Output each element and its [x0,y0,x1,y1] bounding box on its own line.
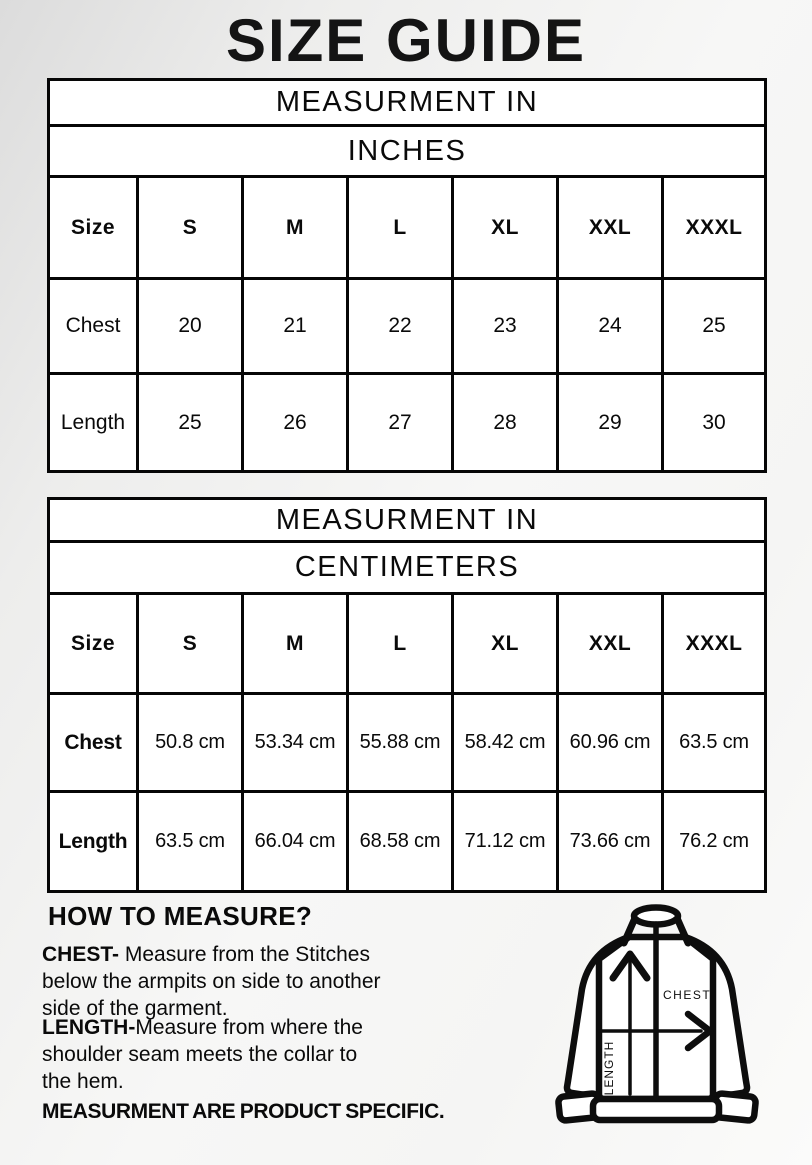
chest-instruction-line: side of the garment. [42,997,228,1020]
table-caption-unit: INCHES [49,126,766,177]
length-instruction-line: Measure from where the [135,1016,363,1039]
chest-value-cell: 55.88 cm [348,694,453,792]
table-caption-unit: CENTIMETERS [49,542,766,594]
length-value-cell: 73.66 cm [558,792,663,892]
product-specific-note: MEASURMENT ARE PRODUCT SPECIFIC. [42,1100,445,1123]
chest-value-cell: 22 [348,279,453,374]
length-instruction-line: shoulder seam meets the collar to [42,1043,358,1066]
size-header-cell: L [348,177,453,279]
chest-instruction-line: below the armpits on side to another [42,970,381,993]
size-header-cell: XXL [558,177,663,279]
size-table-centimeters [47,497,767,893]
chest-value-cell: 21 [243,279,348,374]
diagram-length-label: LENGTH [602,1040,616,1096]
length-value-cell: 27 [348,374,453,472]
chest-value-cell: 25 [663,279,766,374]
chest-value-cell: 23 [453,279,558,374]
jacket-hem-band [593,1099,719,1120]
size-header-cell: XL [453,177,558,279]
size-header-cell: M [243,594,348,694]
length-value-cell: 63.5 cm [138,792,243,892]
length-value-cell: 29 [558,374,663,472]
size-header-cell: XXXL [663,177,766,279]
length-value-cell: 66.04 cm [243,792,348,892]
chest-value-cell: 58.42 cm [453,694,558,792]
table-caption-measurement: MEASURMENT IN [49,80,766,126]
page-title: SIZE GUIDE [225,7,587,74]
length-value-cell: 28 [453,374,558,472]
size-header-cell: S [138,177,243,279]
length-instruction [42,1014,472,1095]
size-row-label: Size [49,594,138,694]
chest-row-label: Chest [49,694,138,792]
size-header-cell: XL [453,594,558,694]
chest-instruction [42,941,472,1022]
length-value-cell: 25 [138,374,243,472]
size-header-cell: S [138,594,243,694]
chest-value-cell: 20 [138,279,243,374]
how-to-measure-heading: HOW TO MEASURE? [48,901,313,931]
chest-value-cell: 24 [558,279,663,374]
size-row-label: Size [49,177,138,279]
size-table-cm-wrapper [47,497,767,893]
length-term: LENGTH- [42,1016,136,1039]
table-caption-measurement: MEASURMENT IN [49,499,766,542]
chest-value-cell: 63.5 cm [663,694,766,792]
size-header-cell: XXXL [663,594,766,694]
chest-instruction-line: Measure from the Stitches [119,943,370,966]
length-value-cell: 30 [663,374,766,472]
chest-value-cell: 53.34 cm [243,694,348,792]
jacket-diagram [551,897,763,1139]
chest-term: CHEST- [42,943,120,966]
length-value-cell: 76.2 cm [663,792,766,892]
size-table-inches-wrapper [47,78,767,473]
chest-row-label: Chest [49,279,138,374]
diagram-chest-label: CHEST [663,988,712,1002]
length-row-label: Length [49,792,138,892]
length-value-cell: 26 [243,374,348,472]
length-value-cell: 68.58 cm [348,792,453,892]
length-value-cell: 71.12 cm [453,792,558,892]
chest-value-cell: 50.8 cm [138,694,243,792]
length-row-label: Length [49,374,138,472]
length-instruction-line: the hem. [42,1070,124,1093]
size-header-cell: L [348,594,453,694]
size-header-cell: XXL [558,594,663,694]
chest-value-cell: 60.96 cm [558,694,663,792]
size-header-cell: M [243,177,348,279]
size-table-inches [47,78,767,473]
